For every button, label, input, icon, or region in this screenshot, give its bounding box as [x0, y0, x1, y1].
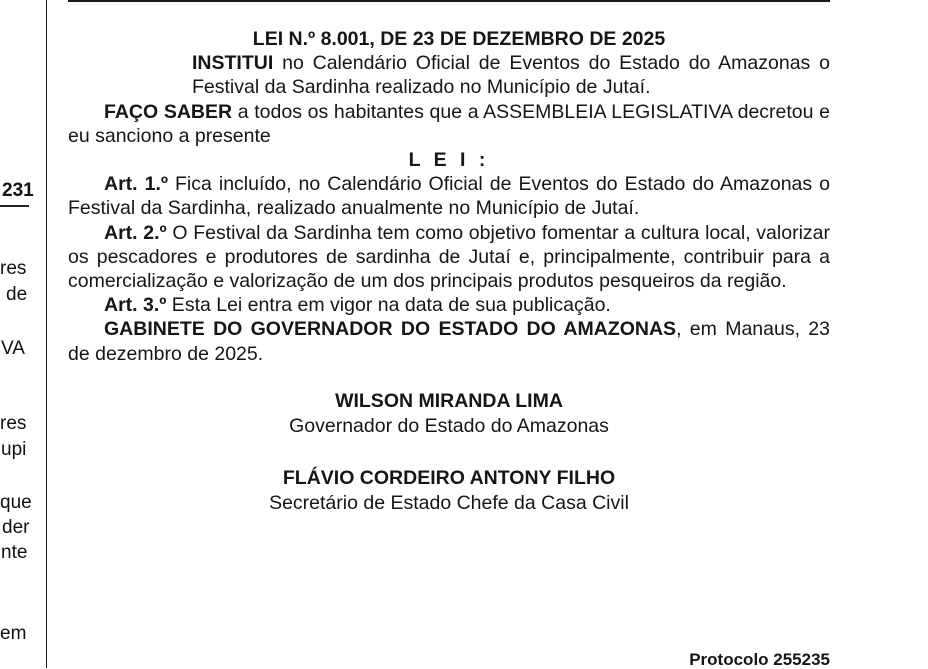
left-fragment: upi — [1, 439, 27, 460]
left-fragment: de — [6, 284, 28, 305]
signature-1-role: Governador do Estado do Amazonas — [289, 415, 609, 438]
preamble-text: a todos os habitantes que a ASSEMBLEIA LEGISLATIVA decretou e eu sanciono a presente — [68, 100, 830, 147]
closing-text: , em Manaus, 23 de dezembro de 2025. — [68, 318, 830, 365]
signature-2-role: Secretário de Estado Chefe da Casa Civil — [269, 492, 629, 515]
protocol-number: Protocolo 255235 — [689, 650, 830, 669]
left-column-rule — [0, 205, 29, 207]
article-2 — [68, 221, 830, 294]
left-fragment: 231 — [2, 180, 34, 201]
left-fragment: res — [0, 413, 27, 434]
law-document — [68, 27, 830, 516]
ementa-text: no Calendário Oficial de Eventos do Estado do Amazonas o Festival da Sardinha realizado no Município de Jutaí. — [192, 52, 830, 99]
left-fragment: em — [0, 623, 27, 644]
lei-heading: L E I : — [408, 149, 490, 172]
article-3 — [68, 293, 830, 317]
left-fragment: der — [2, 517, 30, 538]
signature-1-name: WILSON MIRANDA LIMA — [335, 389, 563, 412]
left-fragment: res — [0, 258, 27, 279]
preamble-keyword: FAÇO SABER — [104, 100, 233, 123]
left-column-fragments — [0, 0, 34, 668]
article-1 — [68, 172, 830, 220]
article-label: Art. 3.º — [104, 294, 167, 317]
signature-2-name: FLÁVIO CORDEIRO ANTONY FILHO — [282, 467, 616, 490]
closing — [68, 317, 830, 365]
article-text: O Festival da Sardinha tem como objetivo fomentar a cultura local, valorizar os pescadores e produtores de sardinha de Jutaí e, principalmente, contribuir para a comercialização e valorização de um dos principais produtos pesqueiros da região. — [68, 221, 830, 293]
article-label: Art. 1.º — [104, 173, 168, 196]
column-divider — [46, 0, 47, 668]
closing-keyword: GABINETE DO GOVERNADOR DO ESTADO DO AMAZONAS — [104, 318, 677, 341]
article-text: Fica incluído, no Calendário Oficial de Eventos do Estado do Amazonas o Festival da Sardinha, realizado anualmente no Município de Jutaí. — [68, 173, 831, 220]
article-text: Esta Lei entra em vigor na data de sua publicação. — [166, 294, 611, 317]
law-ementa — [192, 51, 830, 99]
preamble — [68, 100, 830, 148]
left-fragment: nte — [1, 542, 28, 563]
ementa-keyword: INSTITUI — [192, 52, 274, 75]
law-title: LEI N.º 8.001, DE 23 DE DEZEMBRO DE 2025 — [252, 28, 666, 50]
left-fragment: que — [0, 492, 32, 513]
left-fragment: VA — [1, 338, 25, 359]
top-rule — [68, 0, 830, 2]
article-label: Art. 2.º — [104, 221, 167, 244]
